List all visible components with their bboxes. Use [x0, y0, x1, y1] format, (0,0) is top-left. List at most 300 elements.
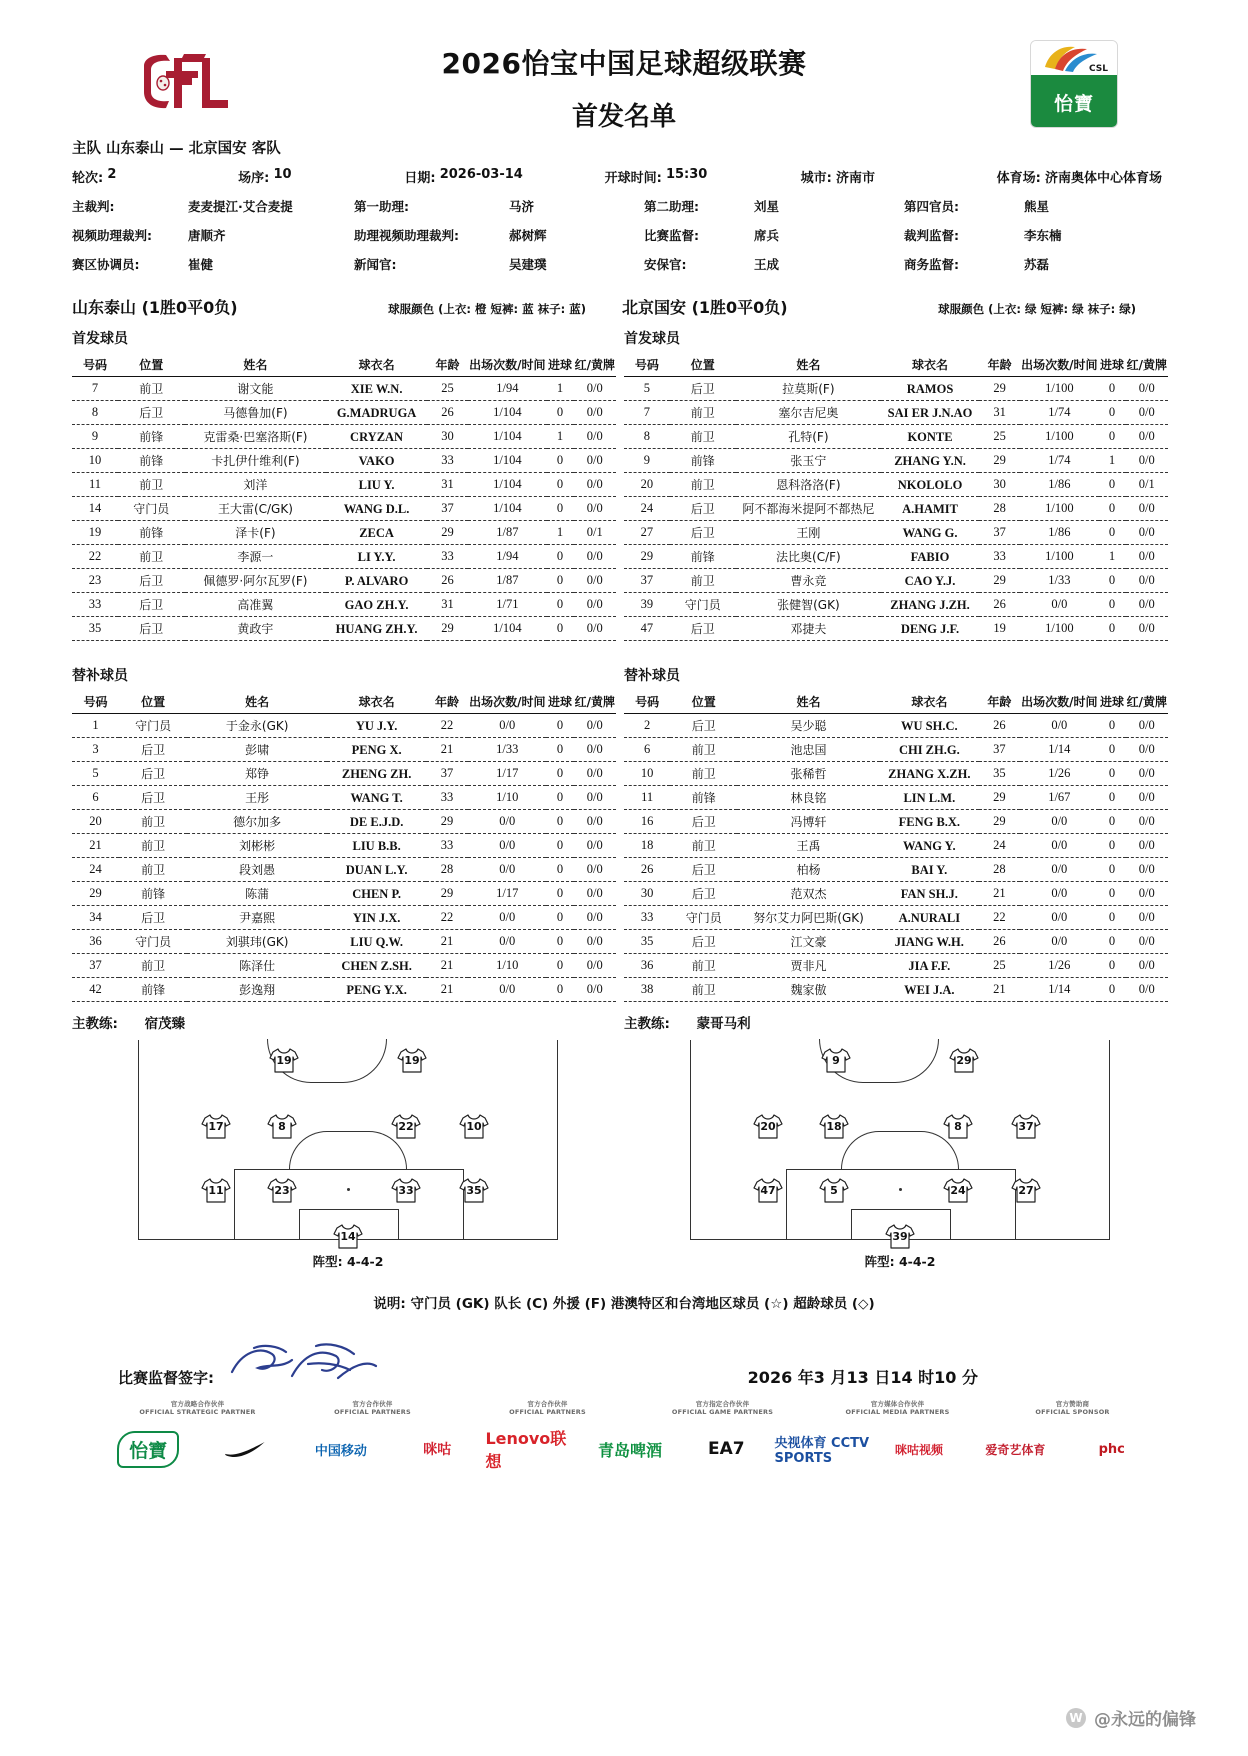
table-row: [624, 858, 1168, 882]
official-label: 第二助理:: [644, 199, 699, 214]
home-starters-title: 首发球员: [72, 331, 128, 347]
pitch-shirt-number: 37: [1018, 1120, 1034, 1133]
pitch-shirt-icon: [459, 1112, 489, 1140]
cell-goals: 0: [1099, 714, 1126, 738]
cell-goals: 0: [546, 786, 573, 810]
cell-apps: 0/0: [1020, 858, 1098, 882]
cell-position: 前卫: [119, 810, 187, 834]
cell-age: 19: [979, 617, 1020, 641]
page-subtitle: 首发名单: [571, 102, 676, 132]
cell-jersey-name: P. ALVARO: [326, 569, 427, 593]
cell-age: 26: [979, 714, 1020, 738]
pitch-shirt-icon: [943, 1176, 973, 1204]
tsingtao-logo-icon: 青岛啤酒: [597, 1440, 662, 1460]
cell-age: 25: [979, 954, 1020, 978]
cell-apps: 1/104: [468, 473, 546, 497]
kickoff-label: 开球时间:: [604, 171, 662, 186]
cell-apps: 0/0: [1020, 906, 1098, 930]
cell-jersey-name: LIU Y.: [326, 473, 427, 497]
sponsor-iqiyi: [967, 1426, 1063, 1472]
cell-position: 后卫: [670, 714, 737, 738]
cell-cards: 0/0: [574, 377, 616, 401]
cell-jersey-name: PENG X.: [327, 738, 426, 762]
cell-jersey-name: CHEN Z.SH.: [327, 954, 426, 978]
table-row: [72, 593, 616, 617]
cell-apps: 1/87: [468, 569, 546, 593]
cell-name: 魏家傲: [737, 978, 880, 1002]
cell-age: 28: [979, 497, 1020, 521]
home-team-record: (1胜0平0负): [141, 298, 238, 317]
subs-tables: [72, 655, 1176, 1002]
cell-jersey-name: WANG Y.: [880, 834, 979, 858]
table-row: [72, 377, 616, 401]
cell-no: 18: [624, 834, 670, 858]
cell-apps: 0/0: [468, 978, 546, 1002]
cell-jersey-name: GAO ZH.Y.: [326, 593, 427, 617]
cell-apps: 0/0: [468, 834, 546, 858]
cell-cards: 0/0: [574, 930, 616, 954]
table-row: [624, 473, 1168, 497]
sponsor-phc: [1064, 1426, 1160, 1472]
cell-goals: 0: [547, 569, 574, 593]
sponsor-tsingtao: [582, 1426, 678, 1472]
table-row: [72, 545, 616, 569]
cell-name: 塞尔吉尼奥: [736, 401, 881, 425]
pitch-shirt-icon: [267, 1112, 297, 1140]
cell-goals: 0: [546, 978, 573, 1002]
pitch-shirt-number: 23: [274, 1184, 290, 1197]
col-header-age: 年龄: [979, 354, 1020, 377]
cell-no: 8: [624, 425, 670, 449]
col-header-jersey: 球衣名: [326, 354, 427, 377]
col-header-age: 年龄: [426, 691, 468, 714]
cell-jersey-name: KONTE: [881, 425, 979, 449]
cell-cards: 0/0: [1126, 882, 1168, 906]
cell-no: 37: [624, 569, 670, 593]
cell-position: 前锋: [670, 449, 736, 473]
pitch-shirt-icon: [949, 1046, 979, 1074]
cell-age: 35: [979, 762, 1020, 786]
cell-age: 21: [979, 882, 1020, 906]
away-subs-col: [624, 655, 1176, 1002]
cell-apps: 1/71: [468, 593, 546, 617]
coaches-row: [72, 1012, 1176, 1032]
cell-cards: 0/0: [574, 906, 616, 930]
cell-jersey-name: CHI ZH.G.: [880, 738, 979, 762]
cell-goals: 0: [546, 762, 573, 786]
pitch-shirt-number: 10: [466, 1120, 482, 1133]
cell-age: 24: [979, 834, 1020, 858]
table-row: [624, 377, 1168, 401]
cell-cards: 0/1: [574, 521, 616, 545]
cell-position: 前锋: [119, 978, 187, 1002]
table-row: [72, 521, 616, 545]
pitch-shirt-number: 8: [954, 1120, 962, 1133]
cell-age: 37: [979, 521, 1020, 545]
cell-jersey-name: DE E.J.D.: [327, 810, 426, 834]
cell-jersey-name: NKOLOLO: [881, 473, 979, 497]
col-header-goals: 进球: [1099, 354, 1126, 377]
lenovo-logo-icon: Lenovo联想: [485, 1429, 567, 1472]
cell-no: 35: [72, 617, 118, 641]
cell-name: 黄政宇: [185, 617, 327, 641]
cell-jersey-name: WEI J.A.: [880, 978, 979, 1002]
cell-cards: 0/0: [574, 714, 616, 738]
sponsor-nike: [196, 1426, 292, 1472]
cell-no: 23: [72, 569, 118, 593]
official-label: 视频助理裁判:: [72, 228, 152, 243]
penalty-arc: [841, 1131, 959, 1169]
col-header-goals: 进球: [546, 691, 573, 714]
signature-date: 2026 年3 月13 日14 时10 分: [747, 1368, 978, 1387]
away-coach-label: 主教练:: [624, 1016, 670, 1032]
csl-sponsor-logo-icon: [1030, 40, 1118, 128]
official-label: 裁判监督:: [904, 228, 959, 243]
pitch-shirt-icon: [391, 1176, 421, 1204]
watermark-text: @永远的偏锋: [1094, 1710, 1196, 1730]
home-coach: [72, 1012, 624, 1032]
cell-name: 江文豪: [737, 930, 880, 954]
ea-sports-logo-icon: EA7: [708, 1439, 745, 1460]
sponsor-lenovo: [485, 1426, 581, 1472]
table-row: [72, 834, 616, 858]
home-formation-text: [313, 1252, 384, 1270]
cell-no: 30: [624, 882, 670, 906]
cell-position: 前锋: [118, 449, 185, 473]
cell-goals: 0: [1099, 882, 1126, 906]
cell-no: 7: [72, 377, 118, 401]
pitch-shirt-icon: [267, 1176, 297, 1204]
cell-name: 陈蒲: [187, 882, 327, 906]
pitch-shirt-number: 33: [398, 1184, 414, 1197]
partner-label: 官方合作伙伴 OFFICIAL PARTNERS: [334, 1400, 411, 1417]
cell-goals: 0: [1099, 858, 1126, 882]
cell-name: 彭啸: [187, 738, 327, 762]
pitch-shirt-number: 29: [956, 1054, 972, 1067]
cell-goals: 0: [1099, 593, 1126, 617]
pitch-shirt-number: 22: [398, 1120, 414, 1133]
pitch-shirt-number: 8: [278, 1120, 286, 1133]
cell-position: 前卫: [670, 762, 737, 786]
cell-jersey-name: WANG G.: [881, 521, 979, 545]
col-header-cards: 红/黄牌: [574, 354, 616, 377]
cell-cards: 0/0: [574, 593, 616, 617]
match-info-row: [72, 167, 1162, 186]
official-label: 赛区协调员:: [72, 257, 140, 272]
cell-apps: 0/0: [1020, 930, 1098, 954]
pitch-shirt-number: 20: [760, 1120, 776, 1133]
cell-goals: 1: [547, 425, 574, 449]
table-header-row: [72, 691, 616, 714]
home-coach-name: 宿茂臻: [144, 1016, 186, 1032]
cell-goals: 0: [546, 810, 573, 834]
cell-age: 22: [979, 906, 1020, 930]
cell-cards: 0/0: [1126, 425, 1168, 449]
round-label: 轮次:: [72, 171, 104, 186]
cell-no: 22: [72, 545, 118, 569]
cell-name: 佩德罗·阿尔瓦罗(F): [185, 569, 327, 593]
cell-no: 29: [624, 545, 670, 569]
official-value: 王成: [754, 257, 780, 272]
col-header-pos: 位置: [119, 691, 187, 714]
cell-name: 彭逸翔: [187, 978, 327, 1002]
cell-no: 34: [72, 906, 119, 930]
cell-position: 后卫: [119, 738, 187, 762]
cell-cards: 0/0: [1126, 593, 1168, 617]
cell-no: 27: [624, 521, 670, 545]
order-label: 场序:: [238, 171, 270, 186]
cell-position: 守门员: [118, 497, 185, 521]
away-team-name: 北京国安: [622, 298, 687, 317]
cell-position: 后卫: [119, 786, 187, 810]
cell-cards: 0/0: [1126, 545, 1168, 569]
pitch-shirt-icon: [753, 1176, 783, 1204]
nike-swoosh-icon: [224, 1441, 266, 1457]
official-label: 商务监督:: [904, 257, 959, 272]
col-header-name: 姓名: [185, 354, 327, 377]
official-label: 比赛监督:: [644, 228, 699, 243]
cell-no: 1: [72, 714, 119, 738]
cell-age: 21: [979, 978, 1020, 1002]
cell-age: 22: [426, 906, 468, 930]
pitch-shirt-number: 5: [830, 1184, 838, 1197]
cell-cards: 0/0: [1126, 401, 1168, 425]
cell-jersey-name: DENG J.F.: [881, 617, 979, 641]
cell-jersey-name: VAKO: [326, 449, 427, 473]
home-team-header: [72, 295, 622, 318]
col-header-pos: 位置: [118, 354, 185, 377]
away-pitch-diagram: [690, 1040, 1110, 1243]
official-value: 郝树辉: [509, 228, 547, 243]
col-header-jersey: 球衣名: [881, 354, 979, 377]
away-formation-value: 4-4-2: [898, 1254, 936, 1269]
pitch-shirt-icon: [333, 1222, 363, 1250]
cell-cards: 0/0: [1126, 449, 1168, 473]
cell-apps: 1/100: [1020, 425, 1098, 449]
cell-apps: 0/0: [468, 858, 546, 882]
pitch-shirt-icon: [269, 1046, 299, 1074]
cell-position: 守门员: [119, 930, 187, 954]
cell-name: 段刘愚: [187, 858, 327, 882]
cell-apps: 1/100: [1020, 497, 1098, 521]
sponsor-ea: [678, 1426, 774, 1472]
cell-name: 曹永竞: [736, 569, 881, 593]
table-row: [624, 882, 1168, 906]
cell-jersey-name: ZHANG X.ZH.: [880, 762, 979, 786]
table-row: [72, 714, 616, 738]
cell-name: 德尔加多: [187, 810, 327, 834]
cell-apps: 0/0: [1020, 810, 1098, 834]
cell-name: 王彤: [187, 786, 327, 810]
cell-jersey-name: JIANG W.H.: [880, 930, 979, 954]
cell-name: 陈泽仕: [187, 954, 327, 978]
cell-position: 后卫: [119, 762, 187, 786]
cell-name: 孔特(F): [736, 425, 881, 449]
cell-age: 26: [427, 401, 468, 425]
cell-no: 10: [72, 449, 118, 473]
cell-no: 20: [624, 473, 670, 497]
cell-no: 16: [624, 810, 670, 834]
official-value: 熊星: [1024, 199, 1050, 214]
cell-goals: 1: [1099, 545, 1126, 569]
cell-name: 法比奥(C/F): [736, 545, 881, 569]
pitch-shirt-icon: [1011, 1176, 1041, 1204]
cell-goals: 0: [1099, 569, 1126, 593]
cell-position: 后卫: [118, 401, 185, 425]
cell-cards: 0/0: [1126, 786, 1168, 810]
cell-apps: 1/33: [468, 738, 546, 762]
cell-apps: 1/74: [1020, 449, 1098, 473]
cell-name: 马德鲁加(F): [185, 401, 327, 425]
cell-cards: 0/0: [574, 762, 616, 786]
cell-no: 33: [72, 593, 118, 617]
table-row: [624, 930, 1168, 954]
pitch-shirt-number: 24: [950, 1184, 966, 1197]
cell-apps: 1/10: [468, 954, 546, 978]
col-header-apps: 出场次数/时间: [468, 354, 546, 377]
cell-apps: 0/0: [468, 810, 546, 834]
cell-jersey-name: LIU Q.W.: [327, 930, 426, 954]
cell-goals: 0: [547, 617, 574, 641]
table-row: [72, 954, 616, 978]
sponsor-logo-row: [100, 1426, 1160, 1472]
cell-apps: 1/67: [1020, 786, 1098, 810]
cell-apps: 1/100: [1020, 617, 1098, 641]
pitch-shirt-icon: [201, 1112, 231, 1140]
cell-cards: 0/0: [1126, 569, 1168, 593]
cell-position: 守门员: [119, 714, 187, 738]
cell-age: 33: [427, 545, 468, 569]
cell-position: 前卫: [670, 473, 736, 497]
pitch-shirt-icon: [819, 1176, 849, 1204]
cell-apps: 1/17: [468, 762, 546, 786]
cell-position: 前卫: [670, 834, 737, 858]
col-header-no: 号码: [624, 691, 670, 714]
table-row: [72, 786, 616, 810]
cell-name: 冯博轩: [737, 810, 880, 834]
cell-position: 前锋: [118, 425, 185, 449]
home-team-name: 山东泰山: [72, 298, 137, 317]
cell-jersey-name: WANG D.L.: [326, 497, 427, 521]
cell-jersey-name: RAMOS: [881, 377, 979, 401]
svg-text:CSL: CSL: [1089, 64, 1108, 74]
cell-no: 29: [72, 882, 119, 906]
official-value: 李东楠: [1024, 228, 1062, 243]
cell-name: 张玉宁: [736, 449, 881, 473]
home-subs-col: [72, 655, 624, 1002]
signature-label: 比赛监督签字:: [118, 1369, 214, 1387]
cell-age: 21: [426, 930, 468, 954]
home-pitch-diagram: [138, 1040, 558, 1243]
official-label: 第四官员:: [904, 199, 959, 214]
cell-jersey-name: YU J.Y.: [327, 714, 426, 738]
table-row: [72, 762, 616, 786]
table-row: [624, 497, 1168, 521]
cell-age: 33: [426, 834, 468, 858]
cell-name: 王大雷(C/GK): [185, 497, 327, 521]
cell-name: 郑铮: [187, 762, 327, 786]
cell-position: 守门员: [670, 593, 736, 617]
away-coach: [624, 1012, 1176, 1032]
cell-jersey-name: ZHANG J.ZH.: [881, 593, 979, 617]
cell-goals: 0: [1099, 401, 1126, 425]
cell-no: 42: [72, 978, 119, 1002]
cell-name: 王禹: [737, 834, 880, 858]
cell-apps: 1/104: [468, 425, 546, 449]
sponsor-china-mobile: [293, 1426, 389, 1472]
cell-apps: 0/0: [1020, 882, 1098, 906]
cell-cards: 0/0: [1126, 617, 1168, 641]
cell-goals: 0: [546, 882, 573, 906]
cell-apps: 1/86: [1020, 521, 1098, 545]
cell-goals: 0: [1099, 978, 1126, 1002]
pitch-shirt-number: 19: [276, 1054, 292, 1067]
cell-no: 38: [624, 978, 670, 1002]
cell-goals: 0: [547, 449, 574, 473]
cell-goals: 0: [547, 473, 574, 497]
cell-cards: 0/0: [1126, 810, 1168, 834]
cell-name: 高准翼: [185, 593, 327, 617]
table-row: [72, 810, 616, 834]
partner-label: 官方合作伙伴 OFFICIAL PARTNERS: [509, 1400, 586, 1417]
cell-cards: 0/0: [574, 497, 616, 521]
signature-row: [118, 1338, 1128, 1388]
away-formation-text: [865, 1252, 936, 1270]
cell-apps: 0/0: [1020, 834, 1098, 858]
cell-jersey-name: LIU B.B.: [327, 834, 426, 858]
cell-name: 恩科洛洛(F): [736, 473, 881, 497]
cell-age: 31: [427, 593, 468, 617]
cell-apps: 0/0: [468, 906, 546, 930]
col-header-age: 年龄: [979, 691, 1020, 714]
cell-position: 后卫: [670, 810, 737, 834]
cell-apps: 1/100: [1020, 377, 1098, 401]
pitch-shirt-number: 9: [832, 1054, 840, 1067]
table-row: [72, 473, 616, 497]
cell-cards: 0/0: [574, 786, 616, 810]
cell-position: 后卫: [670, 882, 737, 906]
official-value: 崔健: [188, 257, 214, 272]
table-row: [72, 906, 616, 930]
penalty-spot: [347, 1188, 350, 1191]
official-value: 吴建璞: [509, 257, 547, 272]
cell-no: 5: [624, 377, 670, 401]
cfl-logo-icon: [136, 52, 236, 114]
cell-jersey-name: CHEN P.: [327, 882, 426, 906]
home-formation-value: 4-4-2: [346, 1254, 384, 1269]
cell-no: 10: [624, 762, 670, 786]
col-header-apps: 出场次数/时间: [1020, 354, 1098, 377]
cell-name: 尹嘉熙: [187, 906, 327, 930]
cell-goals: 0: [1099, 810, 1126, 834]
cell-age: 29: [427, 617, 468, 641]
col-header-name: 姓名: [737, 691, 880, 714]
pitch-shirt-icon: [201, 1176, 231, 1204]
cell-apps: 0/0: [1020, 593, 1098, 617]
cell-jersey-name: ZECA: [326, 521, 427, 545]
cell-position: 后卫: [670, 858, 737, 882]
away-starters-table: [624, 354, 1168, 641]
cell-goals: 0: [1099, 497, 1126, 521]
cell-jersey-name: WU SH.C.: [880, 714, 979, 738]
cell-position: 后卫: [670, 930, 737, 954]
home-formation-label: 阵型:: [312, 1254, 343, 1269]
cell-cards: 0/1: [1126, 473, 1168, 497]
cell-age: 31: [427, 473, 468, 497]
cell-position: 前卫: [670, 569, 736, 593]
table-row: [72, 858, 616, 882]
partner-label: 官方战略合作伙伴 OFFICIAL STRATEGIC PARTNER: [139, 1400, 256, 1417]
